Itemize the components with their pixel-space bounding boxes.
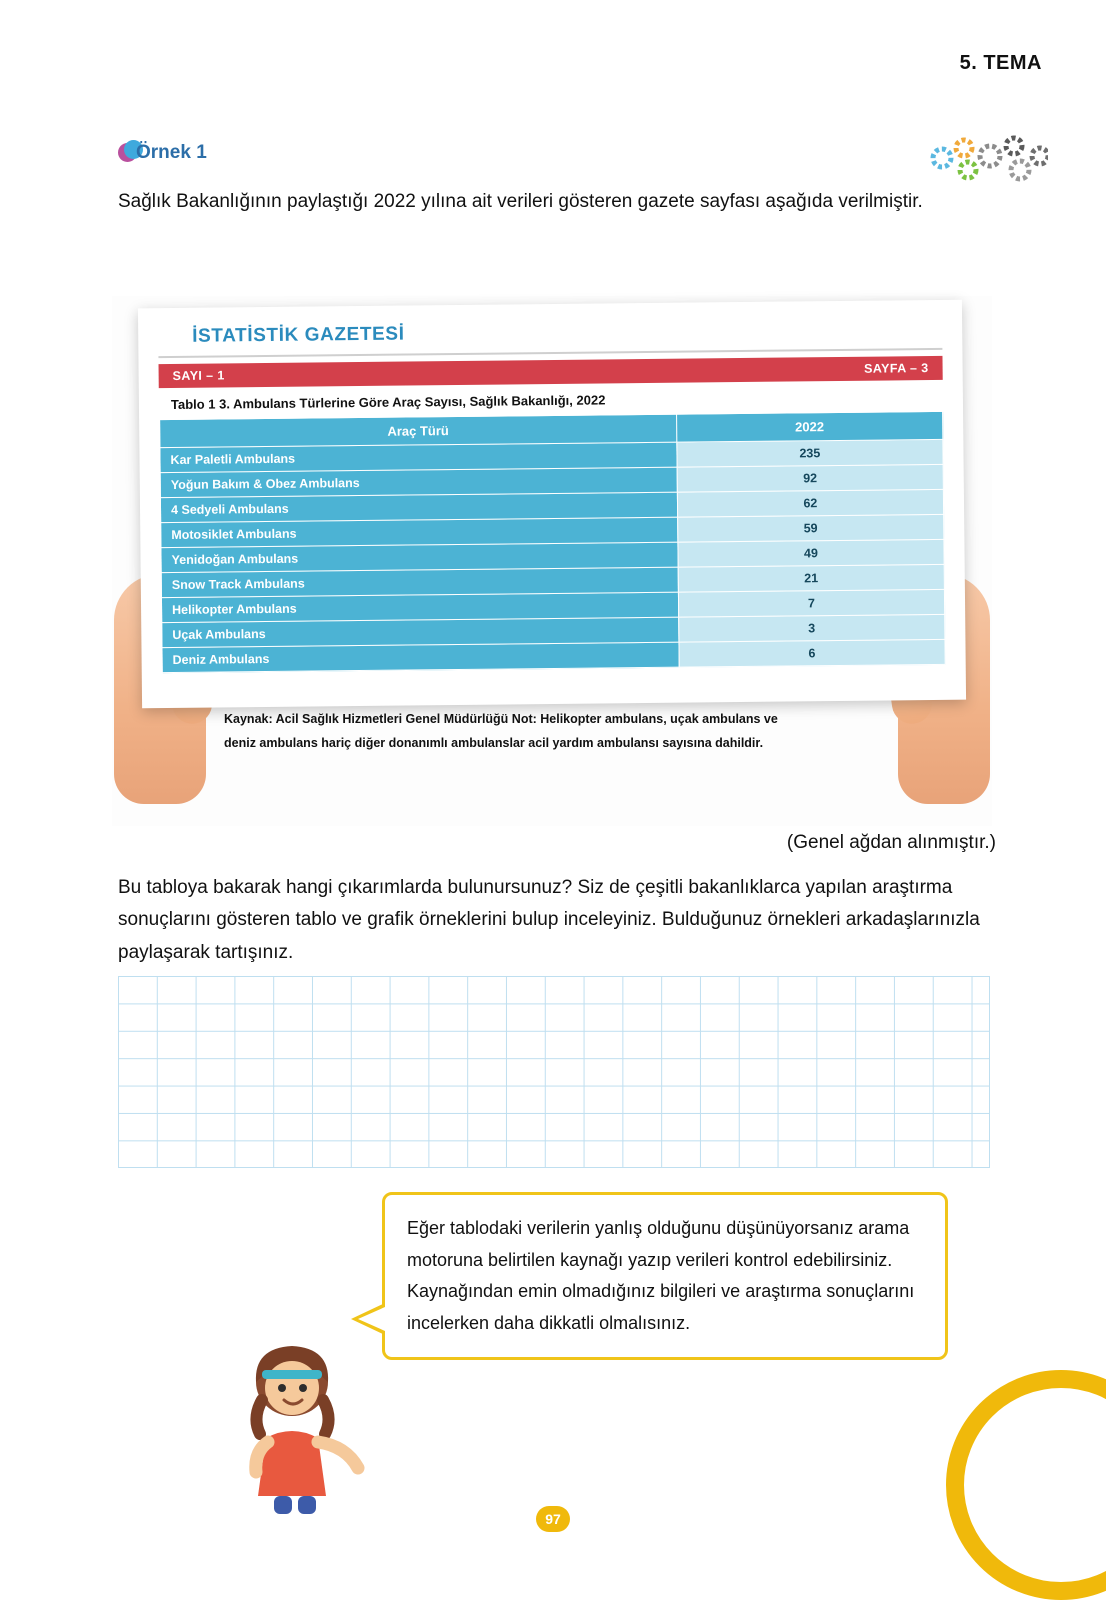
cell-value: 62 [677, 489, 943, 517]
newspaper-illustration [112, 296, 992, 826]
example-heading [118, 140, 207, 166]
cell-value: 7 [678, 589, 944, 617]
cell-type: 4 Sedyeli Ambulans [160, 492, 677, 522]
cell-value: 21 [678, 564, 944, 592]
bubble-tail-inner [358, 1307, 385, 1331]
source-line-1: Kaynak: Acil Sağlık Hizmetleri Genel Müdürlüğü Not: Helikopter ambulans, uçak ambulans ve [224, 712, 778, 726]
table-caption: Tablo 1 3. Ambulans Türlerine Göre Araç Sayısı, Sağlık Bakanlığı, 2022 [170, 392, 606, 412]
cell-value: 59 [677, 514, 943, 542]
cell-type: Kar Paletli Ambulans [160, 442, 677, 472]
cell-value: 49 [678, 539, 944, 567]
tip-bubble [382, 1192, 948, 1360]
cell-type: Deniz Ambulans [162, 642, 679, 672]
page-label: SAYFA – 3 [864, 361, 929, 376]
source-line-2: deniz ambulans hariç diğer donanımlı ambulanslar acil yardım ambulansı sayısına dahildir. [224, 735, 764, 750]
page-number: 97 [536, 1506, 570, 1532]
cell-type: Yoğun Bakım & Obez Ambulans [160, 467, 677, 497]
ambulance-table [159, 411, 946, 673]
cell-type: Snow Track Ambulans [161, 567, 678, 597]
cell-type: Helikopter Ambulans [161, 592, 678, 622]
question-paragraph: Bu tabloya bakarak hangi çıkarımlarda bulunursunuz? Siz de çeşitli bakanlıklarca yapılan araştırma sonuçlarını gösteren tablo ve grafik örneklerini bulup inceleyiniz. Bulduğunuz örnekleri arkadaşlarınızla paylaşarak tartışınız. [118, 877, 980, 963]
attribution-note: (Genel ağdan alınmıştır.) [786, 832, 996, 853]
cell-type: Motosiklet Ambulans [161, 517, 678, 547]
column-header-year: 2022 [676, 411, 943, 442]
newspaper-ribbon [159, 356, 943, 388]
newspaper-title: İSTATİSTİK GAZETESİ [192, 323, 405, 347]
cell-value: 92 [677, 464, 943, 492]
issue-label: SAYI – 1 [172, 368, 225, 383]
tip-line-1: Eğer tablodaki verilerin yanlış olduğunu düşünüyorsanız arama motoruna belirtilen kaynağı yazıp verileri kontrol edebilirsiniz. [407, 1218, 910, 1270]
cell-value: 235 [677, 439, 943, 467]
page-title: 5. TEMA [959, 52, 1042, 74]
cell-value: 6 [679, 639, 945, 667]
column-header-type: Araç Türü [160, 414, 677, 447]
cell-type: Uçak Ambulans [162, 617, 679, 647]
newspaper-page [138, 300, 966, 709]
table-source-note [224, 708, 924, 756]
tip-line-2: Kaynağından emin olmadığınız bilgileri ve araştırma sonuçlarını incelerken daha dikkatli olmalısınız. [407, 1281, 915, 1333]
corner-swoosh-decoration [946, 1370, 1106, 1600]
gears-decoration [928, 130, 1048, 190]
cell-type: Yenidoğan Ambulans [161, 542, 678, 572]
girl-character-illustration [222, 1338, 372, 1518]
answer-grid[interactable] [118, 976, 990, 1168]
example-intro-text: Sağlık Bakanlığının paylaştığı 2022 yılına ait verileri gösteren gazete sayfası aşağıda verilmiştir. [118, 191, 923, 212]
example-label: Örnek 1 [136, 142, 207, 163]
cell-value: 3 [678, 614, 944, 642]
